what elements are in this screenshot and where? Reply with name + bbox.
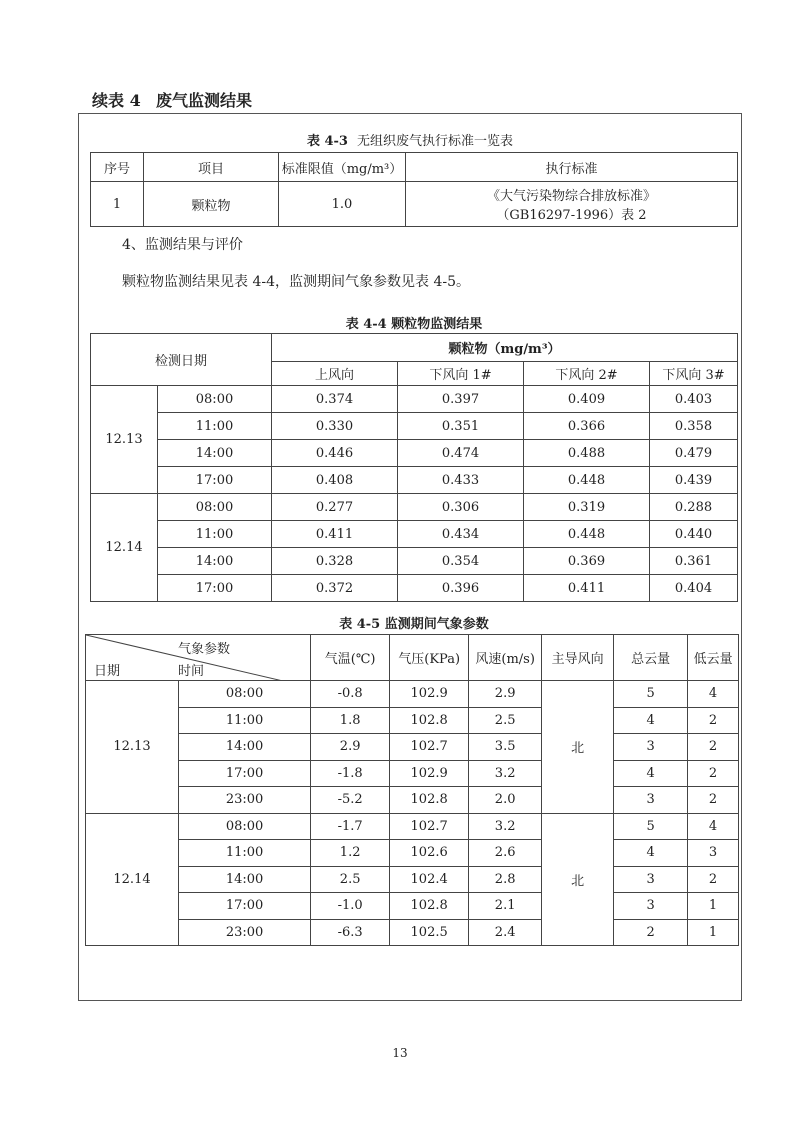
value-cell: 0.411 — [524, 575, 650, 602]
table-4-4 — [90, 333, 738, 602]
temp-cell: 2.5 — [311, 866, 390, 893]
wind-speed-cell: 3.2 — [469, 813, 542, 840]
temp-cell: -6.3 — [311, 919, 390, 946]
date-cell: 12.13 — [86, 681, 179, 814]
value-cell: 0.330 — [272, 413, 398, 440]
time-cell: 17:00 — [179, 893, 311, 920]
date-header: 检测日期 — [91, 334, 272, 386]
table-header-row — [91, 153, 738, 182]
header-cell: 风速(m/s) — [469, 635, 542, 681]
table-row — [91, 467, 738, 494]
time-cell: 17:00 — [158, 575, 272, 602]
total-cloud-cell: 3 — [614, 787, 688, 814]
wind-speed-cell: 3.5 — [469, 734, 542, 761]
low-cloud-cell: 2 — [688, 866, 739, 893]
header-cell: 低云量 — [688, 635, 739, 681]
low-cloud-cell: 2 — [688, 734, 739, 761]
table-header-row — [86, 635, 739, 681]
corner-top: 气象参数 — [178, 642, 231, 657]
header-cell: 气温(℃) — [311, 635, 390, 681]
cell — [406, 182, 738, 227]
pressure-cell: 102.6 — [390, 840, 469, 867]
temp-cell: 1.2 — [311, 840, 390, 867]
table-row — [86, 813, 739, 840]
value-cell: 0.448 — [524, 521, 650, 548]
table-4-3 — [90, 152, 738, 227]
total-cloud-cell: 4 — [614, 840, 688, 867]
table-row — [91, 413, 738, 440]
value-cell: 0.366 — [524, 413, 650, 440]
table-row — [86, 919, 739, 946]
value-cell: 0.440 — [650, 521, 738, 548]
value-cell: 0.411 — [272, 521, 398, 548]
header-cell: 执行标准 — [406, 153, 738, 182]
standard-line-1: 《大气污染物综合排放标准》 — [486, 189, 656, 204]
date-cell: 12.14 — [86, 813, 179, 946]
value-cell: 0.361 — [650, 548, 738, 575]
wind-speed-cell: 2.8 — [469, 866, 542, 893]
caption-number: 表 4-3 — [306, 134, 348, 149]
total-cloud-cell: 3 — [614, 866, 688, 893]
header-cell: 总云量 — [614, 635, 688, 681]
value-cell: 0.397 — [398, 386, 524, 413]
table-row — [86, 787, 739, 814]
value-cell: 0.403 — [650, 386, 738, 413]
wind-direction-cell: 北 — [542, 813, 614, 946]
wind-speed-cell: 2.1 — [469, 893, 542, 920]
header-cell: 序号 — [91, 153, 144, 182]
wind-speed-cell: 2.0 — [469, 787, 542, 814]
value-cell: 0.396 — [398, 575, 524, 602]
temp-cell: -5.2 — [311, 787, 390, 814]
group-header: 颗粒物（mg/m³） — [272, 334, 738, 362]
corner-header — [86, 635, 311, 681]
table-row — [86, 840, 739, 867]
sub-header: 下风向 1# — [398, 362, 524, 386]
low-cloud-cell: 2 — [688, 760, 739, 787]
time-cell: 08:00 — [179, 681, 311, 708]
table-row — [91, 440, 738, 467]
value-cell: 0.448 — [524, 467, 650, 494]
low-cloud-cell: 1 — [688, 893, 739, 920]
sub-header: 上风向 — [272, 362, 398, 386]
value-cell: 0.351 — [398, 413, 524, 440]
heading-4: 4、监测结果与评价 — [122, 237, 243, 253]
wind-speed-cell: 2.5 — [469, 707, 542, 734]
paragraph: 颗粒物监测结果见表 4-4，监测期间气象参数见表 4-5。 — [122, 274, 470, 290]
time-cell: 17:00 — [158, 467, 272, 494]
corner-left: 日期 — [94, 664, 121, 679]
table-row — [86, 707, 739, 734]
time-cell: 17:00 — [179, 760, 311, 787]
wind-speed-cell: 2.6 — [469, 840, 542, 867]
wind-direction-cell: 北 — [542, 681, 614, 814]
pressure-cell: 102.7 — [390, 734, 469, 761]
time-cell: 08:00 — [158, 494, 272, 521]
pressure-cell: 102.7 — [390, 813, 469, 840]
value-cell: 0.479 — [650, 440, 738, 467]
table-row — [91, 575, 738, 602]
table-4-3-caption — [90, 130, 730, 149]
value-cell: 0.372 — [272, 575, 398, 602]
table-row — [86, 734, 739, 761]
pressure-cell: 102.8 — [390, 787, 469, 814]
temp-cell: 1.8 — [311, 707, 390, 734]
time-cell: 14:00 — [179, 866, 311, 893]
page-number: 13 — [392, 1046, 408, 1060]
time-cell: 23:00 — [179, 787, 311, 814]
low-cloud-cell: 4 — [688, 813, 739, 840]
pressure-cell: 102.8 — [390, 707, 469, 734]
time-cell: 14:00 — [158, 440, 272, 467]
value-cell: 0.433 — [398, 467, 524, 494]
date-cell: 12.14 — [91, 494, 158, 602]
value-cell: 0.408 — [272, 467, 398, 494]
table-row — [86, 893, 739, 920]
time-cell: 08:00 — [158, 386, 272, 413]
low-cloud-cell: 3 — [688, 840, 739, 867]
time-cell: 11:00 — [158, 413, 272, 440]
value-cell: 0.474 — [398, 440, 524, 467]
table-row — [91, 386, 738, 413]
total-cloud-cell: 3 — [614, 893, 688, 920]
table-row — [86, 866, 739, 893]
table-4-5-caption: 表 4-5 监测期间气象参数 — [339, 617, 489, 632]
low-cloud-cell: 2 — [688, 707, 739, 734]
cell: 颗粒物 — [144, 182, 279, 227]
low-cloud-cell: 2 — [688, 787, 739, 814]
table-row — [91, 548, 738, 575]
pressure-cell: 102.4 — [390, 866, 469, 893]
value-cell: 0.434 — [398, 521, 524, 548]
standard-line-2: （GB16297-1996）表 2 — [496, 208, 647, 223]
time-cell: 11:00 — [158, 521, 272, 548]
value-cell: 0.446 — [272, 440, 398, 467]
value-cell: 0.439 — [650, 467, 738, 494]
temp-cell: -0.8 — [311, 681, 390, 708]
wind-speed-cell: 3.2 — [469, 760, 542, 787]
table-4-4-caption: 表 4-4 颗粒物监测结果 — [345, 317, 483, 332]
pressure-cell: 102.8 — [390, 893, 469, 920]
section-label: 续表 4 — [92, 91, 141, 110]
section-title — [92, 88, 252, 111]
wind-speed-cell: 2.9 — [469, 681, 542, 708]
table-row — [91, 494, 738, 521]
pressure-cell: 102.9 — [390, 681, 469, 708]
time-cell: 11:00 — [179, 707, 311, 734]
cell: 1 — [91, 182, 144, 227]
table-row — [91, 521, 738, 548]
time-cell: 14:00 — [158, 548, 272, 575]
value-cell: 0.369 — [524, 548, 650, 575]
temp-cell: -1.0 — [311, 893, 390, 920]
total-cloud-cell: 5 — [614, 681, 688, 708]
table-row — [86, 681, 739, 708]
time-cell: 08:00 — [179, 813, 311, 840]
total-cloud-cell: 5 — [614, 813, 688, 840]
header-cell: 标准限值（mg/m³） — [279, 153, 406, 182]
caption-text: 无组织废气执行标准一览表 — [357, 134, 514, 149]
pressure-cell: 102.5 — [390, 919, 469, 946]
sub-header: 下风向 2# — [524, 362, 650, 386]
header-cell: 主导风向 — [542, 635, 614, 681]
total-cloud-cell: 4 — [614, 707, 688, 734]
value-cell: 0.319 — [524, 494, 650, 521]
value-cell: 0.328 — [272, 548, 398, 575]
time-cell: 14:00 — [179, 734, 311, 761]
header-cell: 气压(KPa) — [390, 635, 469, 681]
low-cloud-cell: 1 — [688, 919, 739, 946]
table-4-5 — [85, 634, 739, 946]
table-row — [86, 760, 739, 787]
time-cell: 23:00 — [179, 919, 311, 946]
date-cell: 12.13 — [91, 386, 158, 494]
time-cell: 11:00 — [179, 840, 311, 867]
value-cell: 0.354 — [398, 548, 524, 575]
table-row — [91, 182, 738, 227]
total-cloud-cell: 3 — [614, 734, 688, 761]
total-cloud-cell: 4 — [614, 760, 688, 787]
corner-mid: 时间 — [178, 664, 205, 679]
sub-header: 下风向 3# — [650, 362, 738, 386]
value-cell: 0.288 — [650, 494, 738, 521]
value-cell: 0.409 — [524, 386, 650, 413]
value-cell: 0.358 — [650, 413, 738, 440]
table-header-row — [91, 334, 738, 362]
low-cloud-cell: 4 — [688, 681, 739, 708]
value-cell: 0.374 — [272, 386, 398, 413]
temp-cell: 2.9 — [311, 734, 390, 761]
wind-speed-cell: 2.4 — [469, 919, 542, 946]
value-cell: 0.277 — [272, 494, 398, 521]
section-name: 废气监测结果 — [155, 91, 252, 110]
header-cell: 项目 — [144, 153, 279, 182]
temp-cell: -1.7 — [311, 813, 390, 840]
value-cell: 0.488 — [524, 440, 650, 467]
cell: 1.0 — [279, 182, 406, 227]
total-cloud-cell: 2 — [614, 919, 688, 946]
pressure-cell: 102.9 — [390, 760, 469, 787]
temp-cell: -1.8 — [311, 760, 390, 787]
value-cell: 0.306 — [398, 494, 524, 521]
value-cell: 0.404 — [650, 575, 738, 602]
